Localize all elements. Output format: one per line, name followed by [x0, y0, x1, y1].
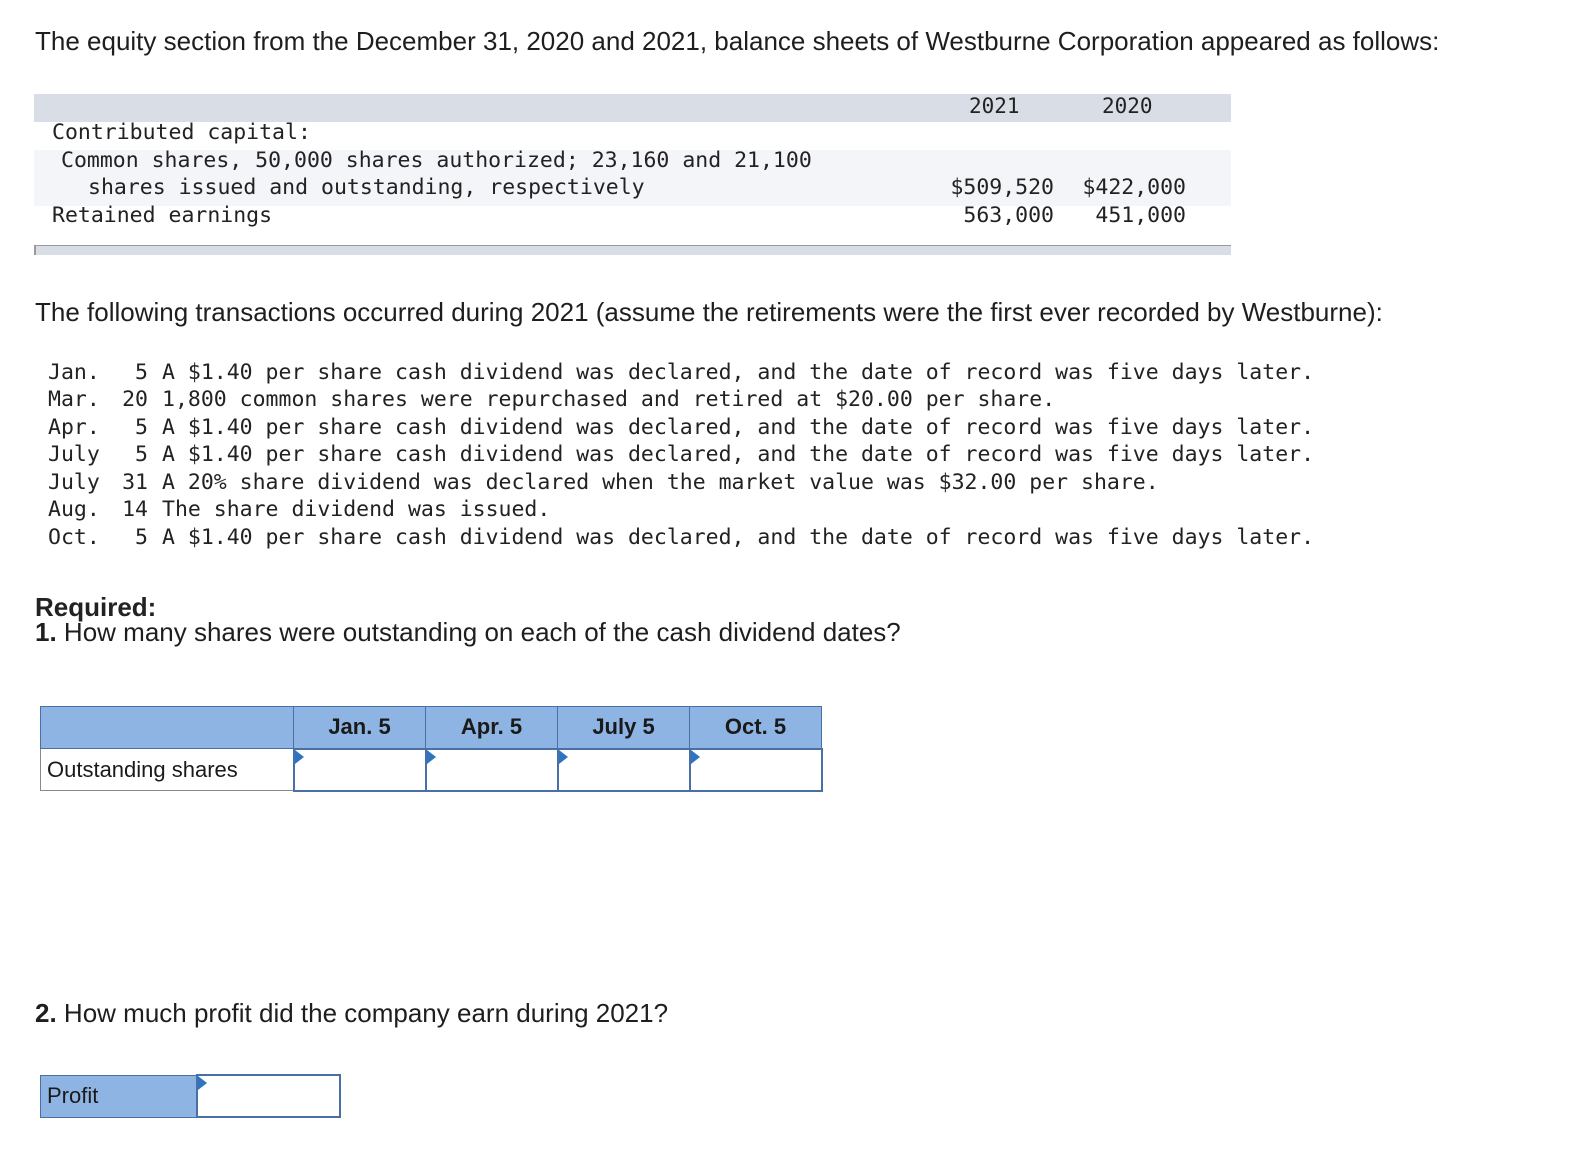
oct-5-cell: [690, 749, 822, 791]
profit-input[interactable]: [198, 1076, 339, 1116]
txn-month: Aug.: [48, 497, 100, 522]
header-oct-5: Oct. 5: [690, 707, 822, 749]
question-1-number: 1.: [35, 617, 57, 647]
question-1: [35, 617, 901, 648]
txn-day: 5: [135, 442, 148, 467]
required-heading: Required:: [35, 592, 157, 622]
outstanding-shares-table: [40, 706, 823, 792]
input-marker-icon: [559, 750, 568, 764]
balance-sheet-header: [34, 94, 1231, 122]
txn-text: A 20% share dividend was declared when the market value was $32.00 per share.: [162, 470, 1159, 495]
common-shares-line2: shares issued and outstanding, respectively: [88, 175, 645, 200]
input-marker-icon: [295, 750, 304, 764]
retained-earnings-2020: 451,000: [1095, 203, 1186, 228]
txn-day: 20: [122, 387, 148, 412]
transaction-row: [48, 387, 1055, 412]
transaction-row: [48, 415, 1314, 440]
oct-5-input[interactable]: [691, 750, 821, 790]
txn-day: 31: [122, 470, 148, 495]
contributed-capital-label: Contributed capital:: [52, 120, 311, 145]
transactions-intro: The following transactions occurred during 2021 (assume the retirements were the first ever recorded by Westburne):: [35, 297, 1383, 327]
question-2-text: How much profit did the company earn during 2021?: [63, 998, 669, 1028]
retained-earnings-2021: 563,000: [963, 203, 1054, 228]
txn-month: July: [48, 442, 100, 467]
txn-text: 1,800 common shares were repurchased and retired at $20.00 per share.: [162, 387, 1056, 412]
jan-5-cell: [294, 749, 426, 791]
txn-day: 5: [135, 360, 148, 385]
retained-earnings-label: Retained earnings: [52, 203, 273, 228]
txn-day: 5: [135, 525, 148, 550]
txn-text: A $1.40 per share cash dividend was declared, and the date of record was five days later.: [162, 525, 1315, 550]
txn-text: A $1.40 per share cash dividend was declared, and the date of record was five days later.: [162, 415, 1315, 440]
apr-5-input[interactable]: [427, 750, 557, 790]
txn-day: 5: [135, 415, 148, 440]
txn-month: Apr.: [48, 415, 100, 440]
transaction-row: [48, 525, 1314, 550]
input-marker-icon: [691, 750, 700, 764]
year-2020-header: 2020: [1102, 94, 1153, 118]
profit-label: Profit: [41, 1075, 197, 1117]
header-apr-5: Apr. 5: [426, 707, 558, 749]
txn-text: The share dividend was issued.: [162, 497, 551, 522]
txn-month: July: [48, 470, 100, 495]
txn-text: A $1.40 per share cash dividend was declared, and the date of record was five days later.: [162, 360, 1315, 385]
txn-month: Jan.: [48, 360, 100, 385]
question-2: [35, 998, 668, 1029]
july-5-cell: [558, 749, 690, 791]
outstanding-shares-label: Outstanding shares: [41, 749, 294, 791]
header-july-5: July 5: [558, 707, 690, 749]
transaction-row: [48, 442, 1314, 467]
common-shares-line1: Common shares, 50,000 shares authorized; 23,160 and 21,100: [61, 148, 812, 173]
txn-month: Oct.: [48, 525, 100, 550]
july-5-input[interactable]: [559, 750, 689, 790]
intro-text: The equity section from the December 31, 2020 and 2021, balance sheets of Westburne Corporation appeared as follows:: [35, 26, 1440, 56]
table-corner-header: [41, 707, 294, 749]
profit-cell: [197, 1075, 340, 1117]
year-2021-header: 2021: [969, 94, 1020, 118]
jan-5-input[interactable]: [295, 750, 425, 790]
apr-5-cell: [426, 749, 558, 791]
txn-text: A $1.40 per share cash dividend was declared, and the date of record was five days later.: [162, 442, 1315, 467]
transaction-row: [48, 470, 1159, 495]
input-marker-icon: [198, 1076, 207, 1090]
balance-sheet-footer: [34, 245, 1231, 255]
header-jan-5: Jan. 5: [294, 707, 426, 749]
question-2-number: 2.: [35, 998, 57, 1028]
common-shares-2021: $509,520: [950, 175, 1054, 200]
txn-month: Mar.: [48, 387, 100, 412]
profit-table: [40, 1074, 341, 1118]
txn-day: 14: [122, 497, 148, 522]
common-shares-2020: $422,000: [1082, 175, 1186, 200]
question-1-text: How many shares were outstanding on each of the cash dividend dates?: [63, 617, 901, 647]
transaction-row: [48, 497, 550, 522]
transaction-row: [48, 360, 1314, 385]
input-marker-icon: [427, 750, 436, 764]
